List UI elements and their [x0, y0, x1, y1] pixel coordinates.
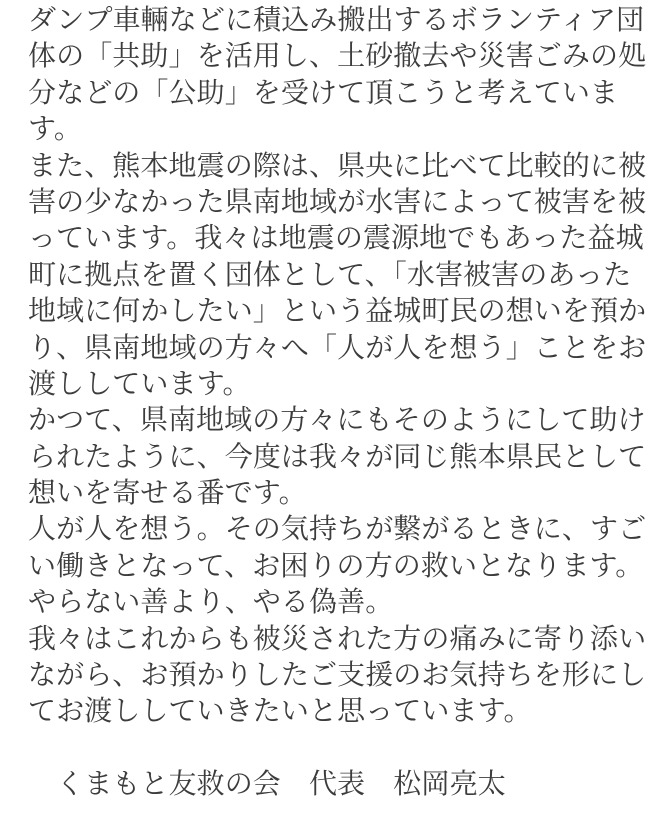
text-line: っています。我々は地震の震源地でもあった益城: [28, 222, 644, 254]
text-line: やらない善より、やる偽善。: [28, 586, 394, 618]
text-line: す。: [28, 113, 82, 145]
text-line: 渡ししています。: [28, 367, 251, 399]
text-line: ながら、お預かりしたご支援のお気持ちを形にし: [28, 659, 647, 691]
text-line: かつて、県南地域の方々にもそのようにして助け: [28, 404, 646, 436]
text-line: 人が人を想う。その気持ちが繋がるときに、すご: [28, 513, 647, 545]
signature-line: くまもと友救の会 代表 松岡亮太: [28, 768, 506, 800]
text-line: 体の「共助」を活用し、土砂撤去や災害ごみの処: [28, 40, 647, 72]
text-line: 我々はこれからも被災された方の痛みに寄り添い: [28, 622, 647, 654]
text-line: い働きとなって、お困りの方の救いとなります。: [28, 549, 644, 581]
text-line: 町に拠点を置く団体として、「水害被害のあった: [28, 258, 632, 290]
text-line: 害の少なかった県南地域が水害によって被害を被: [28, 185, 647, 217]
text-line: また、熊本地震の際は、県央に比べて比較的に被: [28, 149, 647, 181]
text-line: てお渡ししていきたいと思っています。: [28, 695, 532, 727]
text-line: られたように、今度は我々が同じ熊本県民として: [28, 440, 647, 472]
blank-line: [28, 730, 646, 766]
text-line: ダンプ車輛などに積込み搬出するボランティア団: [28, 4, 645, 35]
text-line: り、県南地域の方々へ「人が人を想う」ことをお: [28, 331, 647, 363]
text-line: 想いを寄せる番です。: [28, 477, 307, 509]
text-line: 分などの「公助」を受けて頂こうと考えていま: [28, 76, 619, 108]
text-line: 地域に何かしたい」という益城町民の想いを預か: [28, 295, 647, 327]
